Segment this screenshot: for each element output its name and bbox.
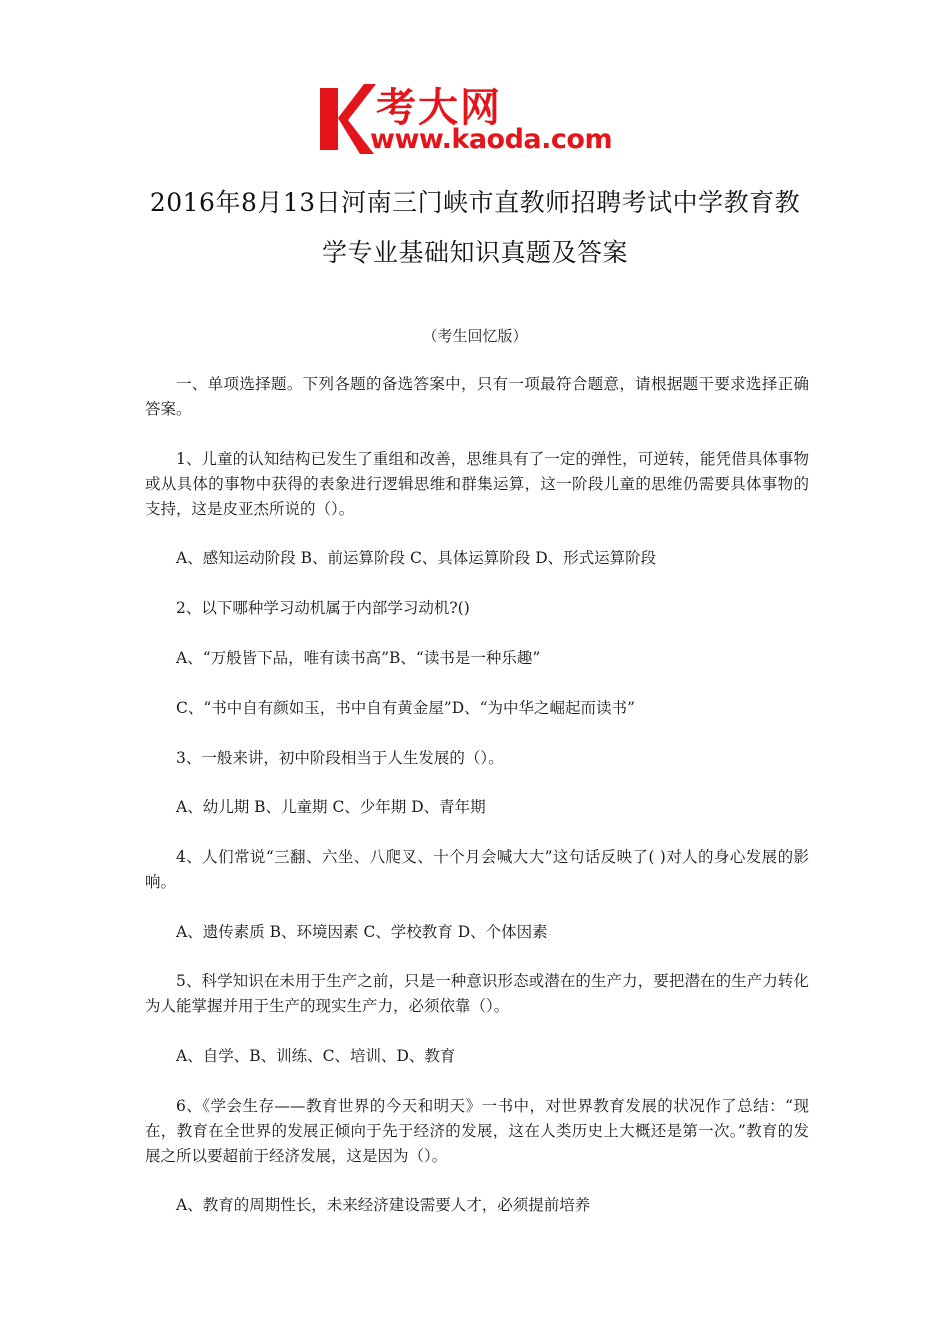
k-logo-icon (318, 80, 376, 158)
question-1: 1、儿童的认知结构已发生了重组和改善，思维具有了一定的弹性，可逆转，能凭借具体事物或从具体的事物中获得的表象进行逻辑思维和群集运算，这一阶段儿童的思维仍需要具体事物的支持，这是皮亚杰所说的（）。 (145, 450, 809, 518)
question-3: 3、一般来讲，初中阶段相当于人生发展的（）。 (176, 749, 504, 767)
question-4: 4、人们常说“三翻、六坐、八爬叉、十个月会喊大大”这句话反映了( )对人的身心发展的影响。 (145, 848, 809, 891)
question-2-options-ab: A、“万般皆下品，唯有读书高”B、“读书是一种乐趣” (176, 649, 541, 667)
logo-brand-text: 考大网 (376, 85, 502, 131)
question-3-options: A、幼儿期 B、儿童期 C、少年期 D、青年期 (176, 798, 486, 816)
section-heading: 一、单项选择题。下列各题的备选答案中，只有一项最符合题意，请根据题干要求选择正确答案。 (145, 375, 809, 418)
question-5: 5、科学知识在未用于生产之前，只是一种意识形态或潜在的生产力，要把潜在的生产力转化为人能掌握并用于生产的现实生产力，必须依靠（）。 (145, 972, 809, 1015)
question-6-option-a: A、教育的周期性长，未来经济建设需要人才，必须提前培养 (176, 1196, 591, 1214)
question-2: 2、以下哪种学习动机属于内部学习动机?() (176, 599, 470, 617)
question-2-options-cd: C、“书中自有颜如玉，书中自有黄金屋”D、“为中华之崛起而读书” (176, 699, 635, 717)
document-title: 2016年8月13日河南三门峡市直教师招聘考试中学教育教学专业基础知识真题及答案 (149, 188, 801, 267)
question-4-options: A、遗传素质 B、环境因素 C、学校教育 D、个体因素 (176, 923, 548, 941)
question-5-options: A、自学、B、训练、C、培训、D、教育 (176, 1047, 456, 1065)
question-1-options: A、感知运动阶段 B、前运算阶段 C、具体运算阶段 D、形式运算阶段 (176, 549, 657, 567)
document-subtitle: （考生回忆版） (422, 327, 528, 345)
question-6: 6、《学会生存——教育世界的今天和明天》一书中，对世界教育发展的状况作了总结：“现在，教育在全世界的发展正倾向于先于经济的发展，这在人类历史上大概还是第一次。”教育的发展之所以要超前于经济发展，这是因为（）。 (145, 1097, 809, 1165)
logo-url-text: www.kaoda.com (370, 124, 613, 155)
kaoda-logo (318, 80, 640, 162)
